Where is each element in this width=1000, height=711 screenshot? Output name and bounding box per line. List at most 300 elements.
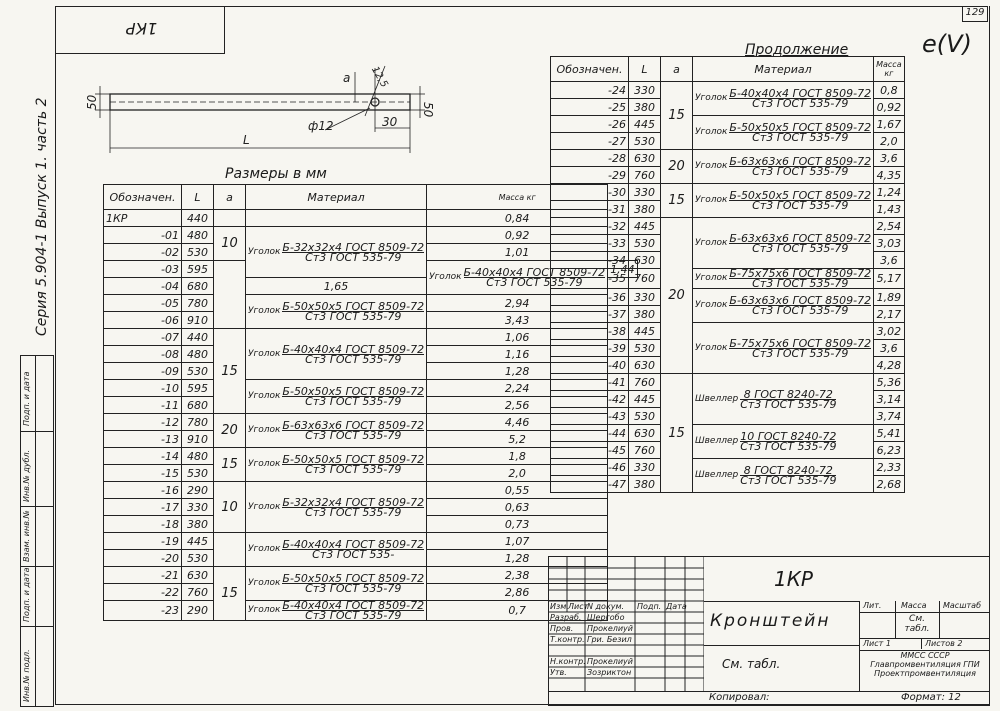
row-mass: 0,92 bbox=[427, 227, 608, 244]
row-length: 760 bbox=[629, 442, 661, 459]
material-type: Швеллер bbox=[695, 470, 739, 480]
stamp-label-3: Взам. инв.№ bbox=[22, 510, 31, 562]
table-row bbox=[551, 82, 905, 99]
row-mass: 1,28 bbox=[427, 550, 608, 567]
row-a: 20 bbox=[214, 414, 246, 448]
row-designation: -33 bbox=[551, 235, 629, 252]
material-type: Уголок bbox=[248, 605, 281, 615]
row-length: 630 bbox=[182, 567, 214, 584]
table-row bbox=[551, 289, 905, 306]
material-type: Уголок bbox=[695, 273, 728, 283]
row-length: 480 bbox=[182, 227, 214, 244]
format-label: Формат: 12 bbox=[901, 692, 961, 703]
material-profile: Б-40х40х4 ГОСТ 8509-72 bbox=[282, 538, 425, 551]
row-length: 760 bbox=[629, 167, 661, 184]
header-L: L bbox=[182, 185, 214, 210]
material-steel: Ст3 ГОСТ 535-79 bbox=[486, 276, 583, 289]
material-type: Уголок bbox=[695, 93, 728, 103]
row-mass: 1,16 bbox=[427, 346, 608, 363]
row-length: 480 bbox=[182, 448, 214, 465]
title-material-note: См. табл. bbox=[722, 657, 781, 671]
row-mass: 3,14 bbox=[874, 391, 905, 408]
material-steel: Ст3 ГОСТ 535-79 bbox=[752, 131, 849, 144]
row-length: 380 bbox=[629, 99, 661, 116]
row-length: 630 bbox=[629, 252, 661, 269]
material-profile: Б-40х40х4 ГОСТ 8509-72 bbox=[729, 87, 872, 100]
role-person: Гри. Безил bbox=[587, 635, 632, 644]
row-length: 595 bbox=[182, 380, 214, 397]
row-designation: -29 bbox=[551, 167, 629, 184]
material-type: Уголок bbox=[248, 425, 281, 435]
dim-50-left: 50 bbox=[85, 94, 99, 110]
row-designation: -11 bbox=[104, 397, 182, 414]
row-material bbox=[693, 184, 874, 218]
row-designation: -38 bbox=[551, 323, 629, 340]
row-material bbox=[693, 116, 874, 150]
col-izm: Изм. bbox=[550, 602, 569, 611]
row-length: 780 bbox=[182, 414, 214, 431]
row-a bbox=[214, 261, 246, 329]
table-row bbox=[551, 116, 905, 133]
row-mass: 2,68 bbox=[874, 476, 905, 493]
row-designation: -30 bbox=[551, 184, 629, 201]
material-steel: Ст3 ГОСТ 535-79 bbox=[752, 199, 849, 212]
material-steel: Ст3 ГОСТ 535-79 bbox=[752, 304, 849, 317]
row-designation: -07 bbox=[104, 329, 182, 346]
row-designation: -15 bbox=[104, 465, 182, 482]
row-a: 15 bbox=[214, 329, 246, 414]
row-mass: 1,06 bbox=[427, 329, 608, 346]
stamp-label-4: Подп. и дата bbox=[22, 567, 31, 622]
row-mass: 4,46 bbox=[427, 414, 608, 431]
dim-125: 12,5 bbox=[368, 64, 390, 90]
row-mass: 2,24 bbox=[427, 380, 608, 397]
col-data: Дата bbox=[666, 602, 687, 611]
row-material bbox=[246, 227, 427, 278]
row-designation: -28 bbox=[551, 150, 629, 167]
sheets-total: Листов 2 bbox=[925, 639, 963, 648]
table-row bbox=[551, 323, 905, 340]
table-row bbox=[551, 459, 905, 476]
material-steel: Ст3 ГОСТ 535-79 bbox=[752, 346, 849, 360]
row-mass: 1,01 bbox=[427, 244, 608, 261]
row-designation: -25 bbox=[551, 99, 629, 116]
material-type: Уголок bbox=[695, 127, 728, 137]
row-mass: 2,86 bbox=[427, 584, 608, 601]
row-length: 680 bbox=[182, 397, 214, 414]
material-profile: Б-63х63х6 ГОСТ 8509-72 bbox=[729, 294, 872, 307]
row-length: 530 bbox=[629, 340, 661, 357]
row-designation: -27 bbox=[551, 133, 629, 150]
material-steel: Ст3 ГОСТ 535-79 bbox=[305, 463, 402, 476]
col-list: Лист bbox=[568, 602, 589, 611]
row-a: 10 bbox=[214, 482, 246, 533]
row-length: 530 bbox=[182, 363, 214, 380]
row-designation: -26 bbox=[551, 116, 629, 133]
row-mass: 2,94 bbox=[427, 295, 608, 312]
row-designation: -34 bbox=[551, 252, 629, 269]
row-length: 630 bbox=[629, 425, 661, 442]
row-designation: -20 bbox=[104, 550, 182, 567]
dim-30: 30 bbox=[382, 115, 398, 129]
row-a: 20 bbox=[661, 218, 693, 374]
row-designation: -06 bbox=[104, 312, 182, 329]
material-steel: Ст3 ГОСТ 535-79 bbox=[752, 165, 849, 178]
row-length: 445 bbox=[629, 218, 661, 235]
material-profile: Б-50х50х5 ГОСТ 8509-72 bbox=[282, 300, 425, 313]
row-length: 780 bbox=[182, 295, 214, 312]
lit-label: Лит. bbox=[863, 601, 882, 610]
row-mass: 1,67 bbox=[874, 116, 905, 133]
row-mass: 5,2 bbox=[427, 431, 608, 448]
material-type: Уголок bbox=[695, 195, 728, 205]
row-designation: -17 bbox=[104, 499, 182, 516]
row-length: 630 bbox=[629, 150, 661, 167]
material-profile: 10 ГОСТ 8240-72 bbox=[740, 430, 837, 443]
row-a: 15 bbox=[661, 184, 693, 218]
row-a: 20 bbox=[661, 150, 693, 184]
row-length: 530 bbox=[182, 244, 214, 261]
page-number: 129 bbox=[965, 7, 985, 18]
corner-mark: e(V) bbox=[922, 30, 972, 58]
row-mass: 3,6 bbox=[874, 150, 905, 167]
material-profile: Б-32х32х4 ГОСТ 8509-72 bbox=[282, 240, 425, 254]
material-profile: 8 ГОСТ 8240-72 bbox=[740, 466, 836, 476]
dim-50-right: 50 bbox=[421, 102, 435, 118]
dim-a: a bbox=[343, 71, 351, 85]
right-table bbox=[550, 56, 905, 493]
material-type: Швеллер bbox=[695, 436, 739, 446]
organization: ММСС СССР Главпромвентиляция ГПИ Проектпромвентиляция bbox=[870, 651, 980, 678]
row-designation: -18 bbox=[104, 516, 182, 533]
row-designation: -14 bbox=[104, 448, 182, 465]
row-designation: -24 bbox=[551, 82, 629, 99]
role-label: Т.контр. bbox=[550, 635, 585, 644]
row-designation: -21 bbox=[104, 567, 182, 584]
row-material bbox=[246, 567, 427, 601]
row-mass: 4,28 bbox=[874, 357, 905, 374]
row-designation: -31 bbox=[551, 201, 629, 218]
table-row bbox=[551, 269, 905, 289]
row-mass: 3,03 bbox=[874, 235, 905, 252]
header-mass: Масса кг bbox=[427, 185, 608, 210]
material-type: Уголок bbox=[248, 306, 281, 316]
row-mass: 2,17 bbox=[874, 306, 905, 323]
row-mass: 2,33 bbox=[874, 459, 905, 476]
row-length: 910 bbox=[182, 431, 214, 448]
row-mass: 3,6 bbox=[874, 252, 905, 269]
row-designation: -41 bbox=[551, 374, 629, 391]
stamp-label-1: Подп. и дата bbox=[22, 371, 31, 426]
row-material bbox=[693, 425, 874, 459]
material-type: Швеллер bbox=[695, 393, 739, 404]
row-a: 15 bbox=[214, 448, 246, 482]
material-steel: Ст3 ГОСТ 535-79 bbox=[752, 241, 849, 255]
header-mass: Масса кг bbox=[874, 57, 905, 82]
material-steel: Ст3 ГОСТ 535-79 bbox=[752, 97, 849, 110]
row-mass: 1,43 bbox=[874, 201, 905, 218]
row-mass: 0,8 bbox=[874, 82, 905, 99]
row-designation: -09 bbox=[104, 363, 182, 380]
material-type: Уголок bbox=[248, 544, 281, 554]
role-label: Утв. bbox=[550, 668, 567, 677]
row-designation: -19 bbox=[104, 533, 182, 550]
material-profile: Б-63х63х6 ГОСТ 8509-72 bbox=[729, 231, 872, 245]
row-a: 10 bbox=[214, 227, 246, 261]
row-designation: -22 bbox=[104, 584, 182, 601]
col-ndoc: N докум. bbox=[587, 602, 625, 611]
material-type: Уголок bbox=[248, 348, 281, 359]
title-name: Кронштейн bbox=[710, 611, 831, 631]
row-length: 760 bbox=[629, 374, 661, 391]
copied-label: Копировал: bbox=[709, 692, 770, 703]
row-mass: 3,74 bbox=[874, 408, 905, 425]
role-label: Разраб. bbox=[550, 613, 582, 622]
row-mass: 1,8 bbox=[427, 448, 608, 465]
row-length: 330 bbox=[629, 459, 661, 476]
row-mass: 4,35 bbox=[874, 167, 905, 184]
row-designation: -04 bbox=[104, 278, 182, 295]
row-a: 15 bbox=[661, 82, 693, 150]
row-mass: 0,55 bbox=[427, 482, 608, 499]
material-profile: Б-40х40х4 ГОСТ 8509-72 bbox=[282, 600, 425, 612]
row-length: 445 bbox=[629, 323, 661, 340]
table-row bbox=[551, 184, 905, 201]
row-mass: 0,73 bbox=[427, 516, 608, 533]
mass-value: См. табл. bbox=[904, 614, 930, 634]
header-designation: Обозначен. bbox=[104, 185, 182, 210]
material-steel: Ст3 ГОСТ 535-79 bbox=[305, 352, 402, 366]
row-designation: -02 bbox=[104, 244, 182, 261]
top-rule bbox=[224, 6, 988, 7]
header-a: a bbox=[661, 57, 693, 82]
material-steel: Ст3 ГОСТ 535-79 bbox=[305, 582, 402, 595]
col-podp: Подп. bbox=[637, 602, 662, 611]
material-type: Уголок bbox=[695, 342, 728, 353]
row-designation: -47 bbox=[551, 476, 629, 493]
sizes-caption: Размеры в мм bbox=[225, 166, 327, 182]
row-mass: 2,38 bbox=[427, 567, 608, 584]
row-mass: 5,17 bbox=[874, 269, 905, 289]
stamp-label-5: Инв.№ подл. bbox=[22, 649, 31, 702]
material-profile: Б-63х63х6 ГОСТ 8509-72 bbox=[282, 419, 425, 432]
material-profile: Б-75х75х6 ГОСТ 8509-72 bbox=[729, 268, 872, 280]
row-mass: 2,0 bbox=[874, 133, 905, 150]
row-length: 480 bbox=[182, 346, 214, 363]
row-material bbox=[246, 329, 427, 380]
row-mass: 1,89 bbox=[874, 289, 905, 306]
row-length: 290 bbox=[182, 601, 214, 621]
row-length: 530 bbox=[182, 550, 214, 567]
material-profile: Б-75х75х6 ГОСТ 8509-72 bbox=[729, 336, 872, 350]
dim-L: L bbox=[243, 133, 250, 147]
row-designation: -03 bbox=[104, 261, 182, 278]
material-profile: 8 ГОСТ 8240-72 bbox=[740, 390, 836, 400]
role-person: Зозриктон bbox=[587, 668, 632, 677]
row-designation: -43 bbox=[551, 408, 629, 425]
role-person: Шергобо bbox=[587, 613, 625, 622]
row-designation: -32 bbox=[551, 218, 629, 235]
material-type: Уголок bbox=[248, 391, 281, 401]
material-type: Уголок bbox=[429, 272, 462, 282]
title-block bbox=[548, 556, 990, 706]
row-designation: -35 bbox=[551, 269, 629, 289]
continuation-caption: Продолжение bbox=[745, 42, 849, 58]
title-code: 1КР bbox=[774, 567, 813, 591]
row-length: 445 bbox=[629, 391, 661, 408]
material-steel: Ст3 ГОСТ 535-79 bbox=[305, 609, 402, 621]
row-a: 15 bbox=[661, 374, 693, 493]
label-box bbox=[55, 6, 225, 54]
row-a bbox=[214, 533, 246, 567]
material-steel: Ст3 ГОСТ 535-79 bbox=[752, 277, 849, 289]
material-type: Уголок bbox=[695, 237, 728, 248]
row-length: 630 bbox=[629, 357, 661, 374]
row-a: 15 bbox=[214, 567, 246, 621]
row-mass: 6,23 bbox=[874, 442, 905, 459]
row-mass: 3,02 bbox=[874, 323, 905, 340]
row-length: 530 bbox=[182, 465, 214, 482]
material-profile: Б-50х50х5 ГОСТ 8509-72 bbox=[282, 385, 425, 398]
material-profile: Б-40х40х4 ГОСТ 8509-72 bbox=[282, 342, 425, 356]
label-text: 1КР bbox=[126, 19, 158, 38]
header-designation: Обозначен. bbox=[551, 57, 629, 82]
role-person: Прокелиуй bbox=[587, 624, 633, 633]
row-designation: -13 bbox=[104, 431, 182, 448]
row-material bbox=[246, 295, 427, 329]
material-type: Уголок bbox=[695, 161, 728, 171]
row-mass: 1,07 bbox=[427, 533, 608, 550]
role-person: Прокелиуй bbox=[587, 657, 633, 666]
row-length: 440 bbox=[182, 210, 214, 227]
row-length: 530 bbox=[629, 235, 661, 252]
material-type: Уголок bbox=[248, 246, 281, 257]
row-mass: 0,7 bbox=[427, 601, 608, 621]
row-designation: -12 bbox=[104, 414, 182, 431]
material-type: Уголок bbox=[695, 300, 728, 310]
row-mass: 3,43 bbox=[427, 312, 608, 329]
row-length: 595 bbox=[182, 261, 214, 278]
material-profile: Б-50х50х5 ГОСТ 8509-72 bbox=[729, 121, 872, 134]
table-row bbox=[551, 150, 905, 167]
row-designation: -40 bbox=[551, 357, 629, 374]
table-row bbox=[551, 425, 905, 442]
material-steel: Ст3 ГОСТ 535-79 bbox=[740, 440, 837, 453]
row-material bbox=[246, 533, 427, 567]
table-row bbox=[551, 218, 905, 235]
row-designation: -01 bbox=[104, 227, 182, 244]
material-steel: Ст3 ГОСТ 535-79 bbox=[740, 474, 837, 487]
row-material bbox=[693, 374, 874, 425]
row-designation: -36 bbox=[551, 289, 629, 306]
row-designation: -45 bbox=[551, 442, 629, 459]
row-material bbox=[693, 150, 874, 184]
row-mass: 2,54 bbox=[874, 218, 905, 235]
row-designation: -39 bbox=[551, 340, 629, 357]
row-material bbox=[693, 218, 874, 269]
sheet-number: Лист 1 bbox=[863, 639, 891, 648]
row-length: 760 bbox=[182, 584, 214, 601]
row-material bbox=[693, 323, 874, 374]
row-designation: -42 bbox=[551, 391, 629, 408]
header-L: L bbox=[629, 57, 661, 82]
material-type: Уголок bbox=[248, 459, 281, 469]
row-material bbox=[693, 459, 874, 493]
header-material: Материал bbox=[246, 185, 427, 210]
row-material bbox=[246, 210, 427, 227]
role-label: Н.контр. bbox=[550, 657, 586, 666]
material-steel: Ст3 ГОСТ 535-79 bbox=[305, 429, 402, 442]
header-material: Материал bbox=[693, 57, 874, 82]
row-mass: 0,92 bbox=[874, 99, 905, 116]
part-drawing bbox=[80, 58, 450, 168]
row-material bbox=[246, 601, 427, 621]
row-mass: 1,44 bbox=[608, 261, 638, 278]
row-length: 445 bbox=[629, 116, 661, 133]
material-steel: Ст3 ГОСТ 535-79 bbox=[305, 395, 402, 408]
row-material bbox=[693, 269, 874, 289]
row-designation: -08 bbox=[104, 346, 182, 363]
row-length: 380 bbox=[629, 201, 661, 218]
row-mass: 0,84 bbox=[427, 210, 608, 227]
row-length: 440 bbox=[182, 329, 214, 346]
row-mass: 0,63 bbox=[427, 499, 608, 516]
row-length: 330 bbox=[629, 82, 661, 99]
row-length: 330 bbox=[629, 289, 661, 306]
table-row bbox=[551, 374, 905, 391]
row-material bbox=[246, 448, 427, 482]
material-profile: Б-32х32х4 ГОСТ 8509-72 bbox=[282, 495, 425, 509]
row-length: 330 bbox=[182, 499, 214, 516]
row-a bbox=[214, 210, 246, 227]
row-mass: 1,65 bbox=[246, 278, 427, 295]
row-designation: -46 bbox=[551, 459, 629, 476]
row-length: 530 bbox=[629, 133, 661, 150]
material-profile: Б-50х50х5 ГОСТ 8509-72 bbox=[729, 189, 872, 202]
material-profile: Б-40х40х4 ГОСТ 8509-72 bbox=[463, 266, 606, 279]
dim-phi12: ф12 bbox=[308, 119, 334, 133]
material-type: Уголок bbox=[248, 578, 281, 588]
material-type: Уголок bbox=[248, 501, 281, 512]
side-stamp bbox=[20, 355, 54, 707]
page-number-box bbox=[962, 6, 988, 22]
row-length: 380 bbox=[629, 306, 661, 323]
material-profile: Б-50х50х5 ГОСТ 8509-72 bbox=[282, 572, 425, 585]
row-designation: 1КР bbox=[104, 210, 182, 227]
row-length: 380 bbox=[182, 516, 214, 533]
row-designation: -37 bbox=[551, 306, 629, 323]
row-material bbox=[693, 82, 874, 116]
row-length: 530 bbox=[629, 408, 661, 425]
material-steel: Ст3 ГОСТ 535-79 bbox=[305, 310, 402, 323]
row-mass: 2,56 bbox=[427, 397, 608, 414]
series-text: Серия 5.904-1 Выпуск 1. часть 2 bbox=[34, 97, 50, 336]
material-steel: Ст3 ГОСТ 535-79 bbox=[740, 397, 837, 411]
row-designation: -10 bbox=[104, 380, 182, 397]
row-length: 445 bbox=[182, 533, 214, 550]
row-material bbox=[246, 414, 427, 448]
row-mass: 5,41 bbox=[874, 425, 905, 442]
row-length: 330 bbox=[629, 184, 661, 201]
material-profile: Б-63х63х6 ГОСТ 8509-72 bbox=[729, 155, 872, 168]
row-mass: 5,36 bbox=[874, 374, 905, 391]
material-profile: Б-50х50х5 ГОСТ 8509-72 bbox=[282, 453, 425, 466]
material-steel: Ст3 ГОСТ 535-79 bbox=[305, 505, 402, 519]
material-steel: Ст3 ГОСТ 535-79 bbox=[305, 250, 402, 264]
stamp-label-2: Инв.№ дубл. bbox=[22, 449, 31, 502]
row-designation: -05 bbox=[104, 295, 182, 312]
material-steel: Ст3 ГОСТ 535- bbox=[312, 548, 395, 561]
